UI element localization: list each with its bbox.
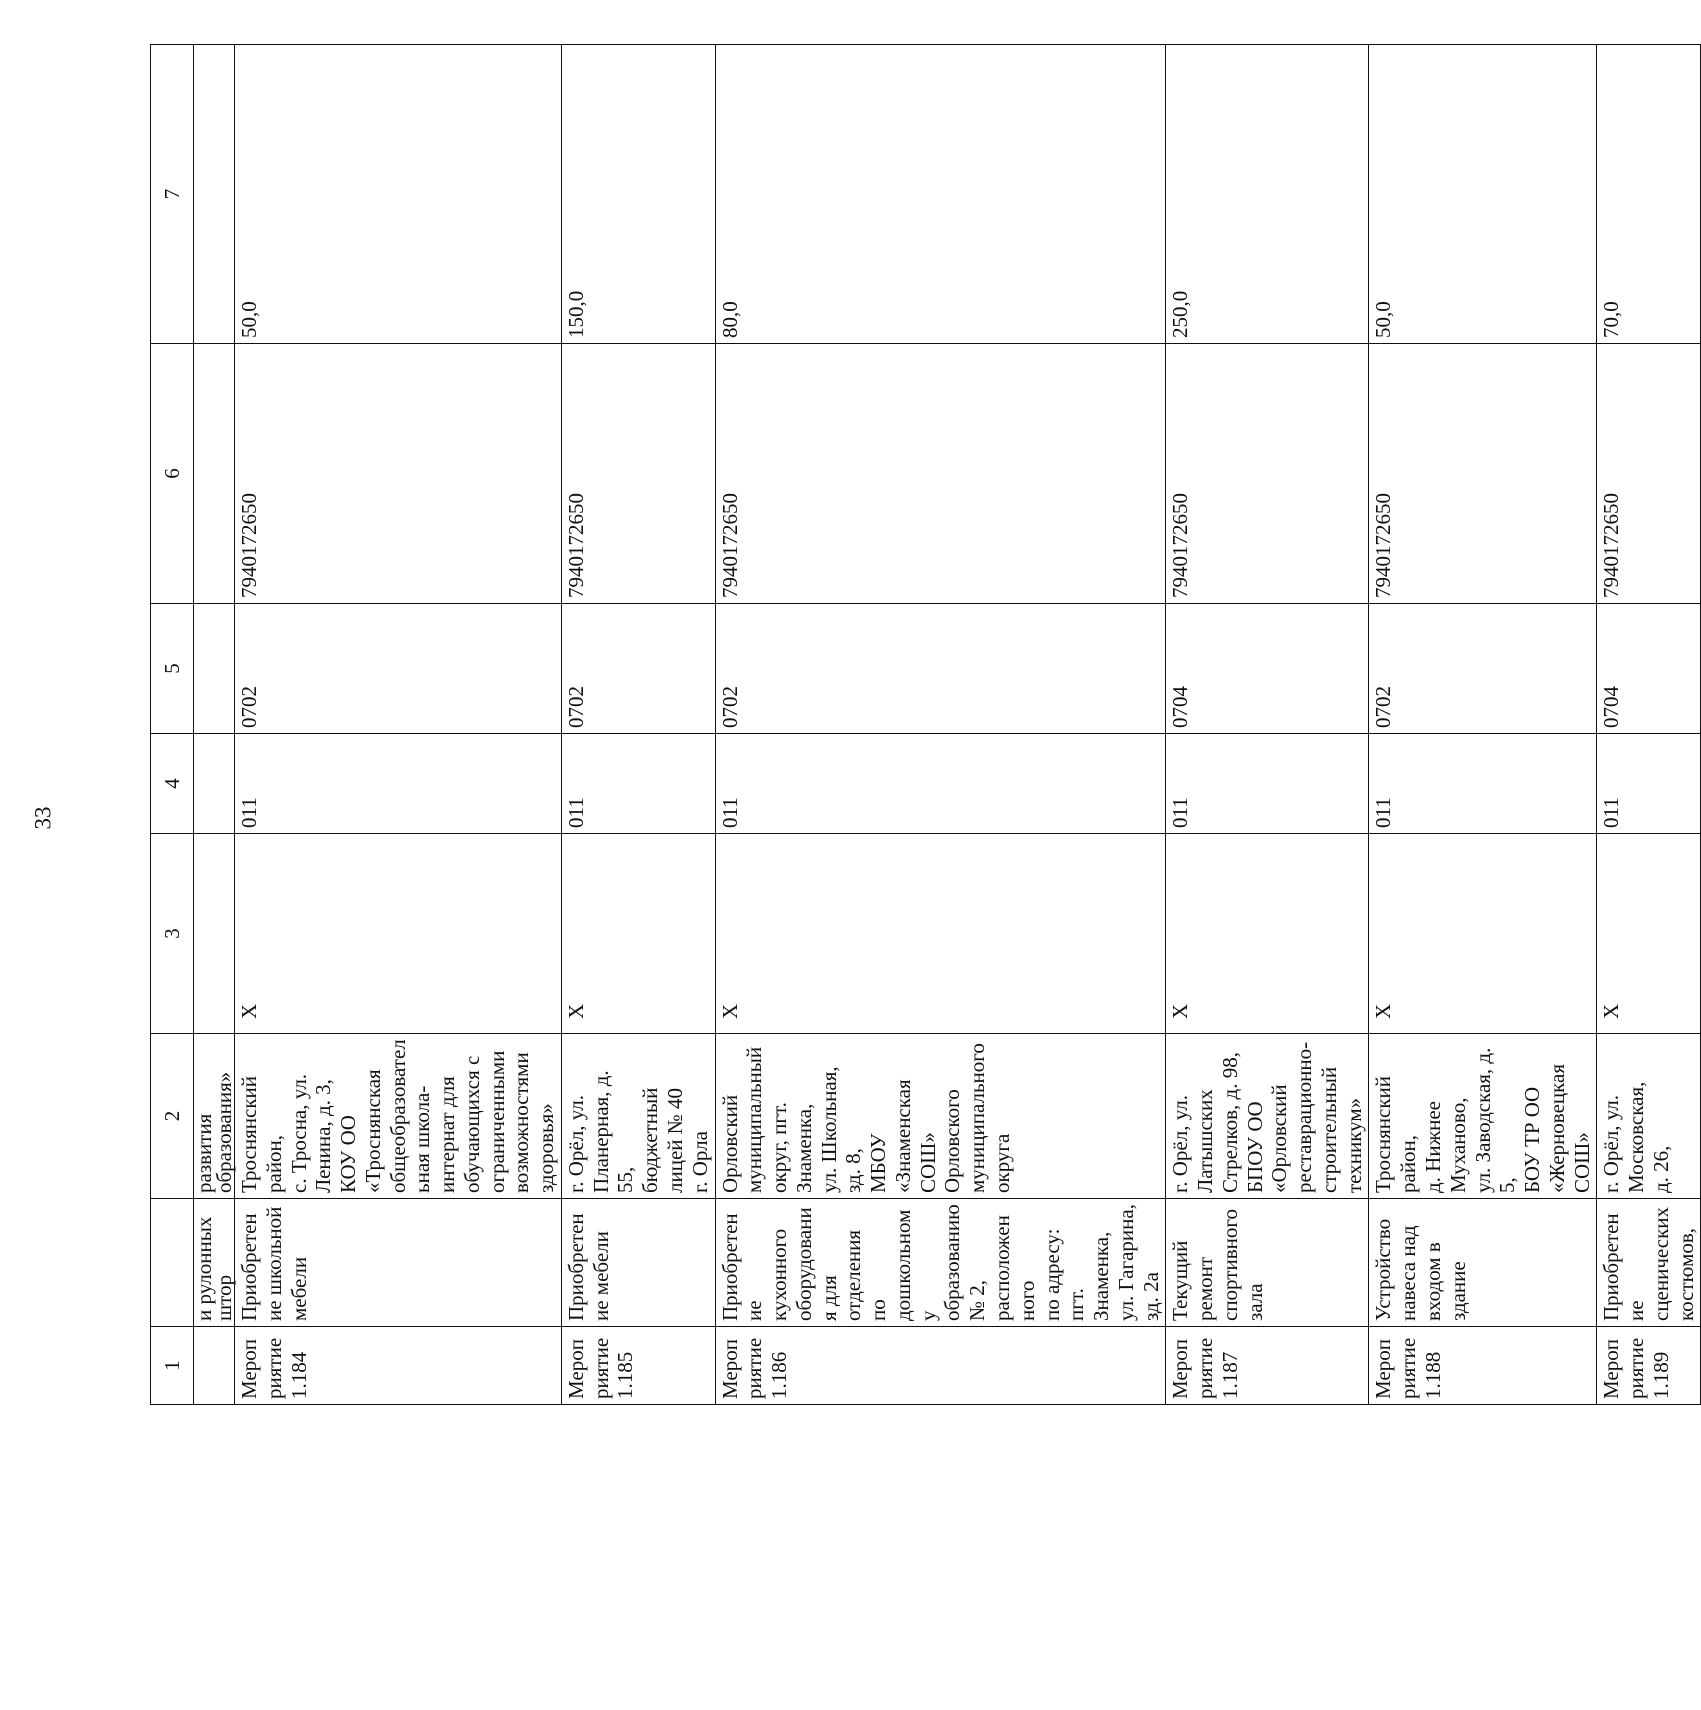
location-line: г. Орёл, ул. Планерная, д. 55, — [563, 1070, 638, 1193]
location-line: г. Орёл, ул. Латышских — [1168, 1089, 1218, 1193]
cell-c4: 011 — [715, 734, 1166, 834]
location-line: д. 26, — [1648, 1145, 1673, 1193]
location-line: Стрелков, д. 98, — [1217, 1052, 1242, 1193]
table-row — [235, 45, 562, 1405]
cell-location — [1369, 1034, 1597, 1199]
location-line: БПОУ ОО «Орловский — [1242, 1084, 1292, 1193]
continuation-row — [194, 45, 235, 1405]
cell-c5: 0702 — [715, 604, 1166, 734]
location-line: округа — [989, 1133, 1014, 1193]
cell-c3: Х — [1369, 834, 1597, 1034]
cell-measure — [1369, 1199, 1597, 1327]
column-header-5: 5 — [151, 604, 194, 734]
cell-c5: 0702 — [235, 604, 562, 734]
cell-location — [715, 1034, 1166, 1199]
table-row — [1369, 45, 1597, 1405]
location-line: реставрационно- — [1292, 1041, 1317, 1193]
cell-c4: 011 — [235, 734, 562, 834]
location-line: бюджетный лицей № 40 — [638, 1087, 688, 1193]
location-line: с. Тросна, ул. Ленина, д. 3, — [286, 1073, 336, 1193]
measure-line: по адресу: пгт. Знаменка, — [1039, 1228, 1114, 1321]
event-id-line: 1.187 — [1217, 1351, 1242, 1399]
cell-event-id — [715, 1327, 1166, 1405]
cell-c7: 250,0 — [1166, 45, 1369, 344]
cell-c3: Х — [1166, 834, 1369, 1034]
cell-measure — [561, 1199, 715, 1327]
table-row — [1597, 45, 1701, 1405]
cell-c7: 150,0 — [561, 45, 715, 344]
measure-line: Приобретение школьной — [237, 1206, 286, 1321]
cell-measure — [715, 1199, 1166, 1327]
cell-c6: 7940172650 — [235, 344, 562, 604]
cell-c7: 50,0 — [1369, 45, 1597, 344]
event-id-line: Мероприятие — [1371, 1337, 1421, 1399]
table-row — [1166, 45, 1369, 1405]
cell-c6: 7940172650 — [1597, 344, 1701, 604]
event-id-line: Мероприятие — [563, 1337, 613, 1399]
continuation-blank-c7 — [194, 45, 235, 344]
measure-line: спортивного зала — [1217, 1209, 1267, 1321]
measure-line: сценических костюмов, — [1648, 1206, 1698, 1321]
location-line: интернат для обучающихся с — [435, 1055, 484, 1193]
measure-line: дошкольному — [890, 1209, 940, 1321]
cell-location — [1597, 1034, 1701, 1199]
column-header-4: 4 — [151, 734, 194, 834]
cell-c3: Х — [235, 834, 562, 1034]
cell-c6: 7940172650 — [1369, 344, 1597, 604]
event-id-line: 1.186 — [767, 1351, 792, 1399]
event-id-line: 1.189 — [1648, 1351, 1673, 1399]
continuation-blank-c5 — [194, 604, 235, 734]
measure-line: ул. Гагарина, зд. 2а — [1113, 1204, 1163, 1321]
cell-c5: 0702 — [561, 604, 715, 734]
budget-table-sheet — [150, 45, 1698, 1405]
location-line: ул. Заводская, д. 5, — [1470, 1047, 1520, 1193]
cell-location — [561, 1034, 715, 1199]
event-id-line: Мероприятие — [717, 1337, 767, 1399]
cell-c6: 7940172650 — [1166, 344, 1369, 604]
location-line: г. Орла — [687, 1131, 712, 1193]
measure-line: отделения по — [841, 1229, 891, 1321]
location-line: ул. Школьная, зд. 8, — [816, 1066, 866, 1193]
cell-c3: Х — [715, 834, 1166, 1034]
cell-event-id — [1166, 1327, 1369, 1405]
cell-c4: 011 — [1369, 734, 1597, 834]
measure-line: Приобретение — [1599, 1213, 1649, 1321]
measure-line: расположенного — [989, 1215, 1039, 1321]
cell-event-id — [235, 1327, 562, 1405]
event-id-line: 1.188 — [1420, 1351, 1445, 1399]
location-line: строительный техникум» — [1316, 1066, 1366, 1193]
location-line: БОУ ТР ОО «Жерновецкая — [1520, 1063, 1569, 1193]
event-id-line: 1.185 — [613, 1351, 638, 1399]
event-id-line: Мероприятие — [1599, 1337, 1649, 1399]
column-header-6: 6 — [151, 344, 194, 604]
location-line: общеобразовательная школа- — [385, 1039, 435, 1193]
budget-table — [150, 44, 1701, 1405]
event-id-line: Мероприятие — [237, 1337, 286, 1399]
cell-c7: 80,0 — [715, 45, 1166, 344]
cell-c3: Х — [561, 834, 715, 1034]
location-line: д. Нижнее Муханово, — [1420, 1097, 1470, 1193]
column-header-1: 1 — [151, 1327, 194, 1405]
column-header-7: 7 — [151, 45, 194, 344]
cell-c6: 7940172650 — [715, 344, 1166, 604]
cell-c7: 70,0 — [1597, 45, 1701, 344]
cell-measure — [1597, 1199, 1701, 1327]
cell-c7: 50,0 — [235, 45, 562, 344]
measure-line: Приобретение кухонного — [717, 1213, 792, 1321]
cell-c5: 0702 — [1369, 604, 1597, 734]
location-line: МБОУ «Знаменская СОШ» — [866, 1079, 940, 1193]
continuation-blank-c6 — [194, 344, 235, 604]
location-line: округ, пгт. Знаменка, — [767, 1102, 816, 1193]
cell-measure — [1166, 1199, 1369, 1327]
measure-line: Текущий ремонт — [1168, 1240, 1218, 1321]
measure-line: оборудования для — [791, 1207, 841, 1321]
cell-c4: 011 — [1597, 734, 1701, 834]
continuation-blank-c4 — [194, 734, 235, 834]
location-line: г. Орёл, ул. Московская, — [1599, 1081, 1649, 1193]
column-header-spacer — [151, 1199, 194, 1327]
measure-line: Приобретение мебели — [563, 1213, 613, 1321]
cell-event-id — [561, 1327, 715, 1405]
table-row — [561, 45, 715, 1405]
cell-c4: 011 — [1166, 734, 1369, 834]
location-line: Троснянский район, — [237, 1075, 286, 1193]
location-line: КОУ ОО «Троснянская — [336, 1069, 385, 1193]
cell-c6: 7940172650 — [561, 344, 715, 604]
location-line: СОШ» — [1569, 1132, 1594, 1193]
location-line: Орловского муниципального — [940, 1043, 990, 1193]
cell-measure — [235, 1199, 562, 1327]
cell-location — [1166, 1034, 1369, 1199]
cell-c4: 011 — [561, 734, 715, 834]
continuation-location: развития образования» — [194, 1034, 235, 1199]
location-line: Орловский муниципальный — [717, 1046, 767, 1193]
cell-c5: 0704 — [1597, 604, 1701, 734]
column-header-2: 2 — [151, 1034, 194, 1199]
measure-line: входом в здание — [1420, 1242, 1470, 1321]
continuation-blank-id — [194, 1327, 235, 1405]
measure-line: Устройство навеса над — [1371, 1218, 1421, 1321]
cell-location — [235, 1034, 562, 1199]
measure-line: мебели — [286, 1256, 311, 1321]
table-body — [151, 45, 1701, 1405]
cell-c3: Х — [1597, 834, 1701, 1034]
continuation-blank-c3 — [194, 834, 235, 1034]
page-number: 33 — [30, 806, 56, 830]
location-line: ограниченными — [484, 1050, 509, 1193]
table-row — [715, 45, 1166, 1405]
cell-c5: 0704 — [1166, 604, 1369, 734]
column-header-3: 3 — [151, 834, 194, 1034]
cell-event-id — [1369, 1327, 1597, 1405]
event-id-line: Мероприятие — [1168, 1337, 1218, 1399]
location-line: Троснянский район, — [1371, 1075, 1421, 1193]
continuation-measure: и рулонных штор — [194, 1199, 235, 1327]
column-header-row — [151, 45, 194, 1405]
cell-event-id — [1597, 1327, 1701, 1405]
measure-line: образованию № 2, — [940, 1204, 990, 1321]
event-id-line: 1.184 — [286, 1351, 311, 1399]
location-line: возможностями здоровья» — [509, 1052, 559, 1193]
